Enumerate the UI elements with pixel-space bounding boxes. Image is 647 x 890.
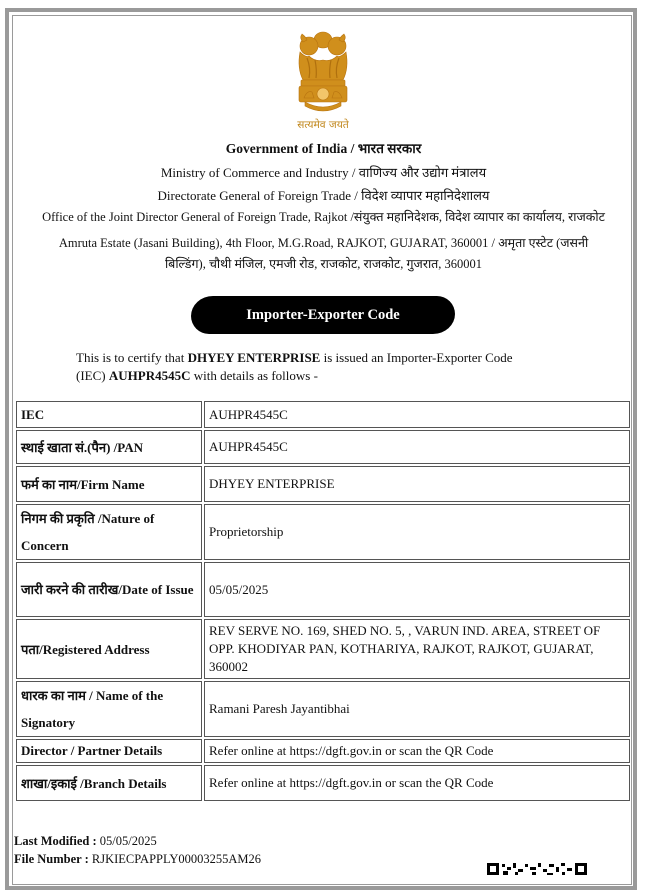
- row-label: स्थाई खाता सं.(पैन) /PAN: [16, 430, 202, 464]
- emblem-motto: सत्यमेव जयते: [297, 119, 349, 131]
- row-label: IEC: [16, 401, 202, 428]
- header-address-line1: Amruta Estate (Jasani Building), 4th Floor, M.G.Road, RAJKOT, GUJARAT, 360001 / अमृता एस्टेट (जसनी: [58, 236, 589, 250]
- row-value: AUHPR4545C: [204, 430, 630, 464]
- row-value: Refer online at https://dgft.gov.in or scan the QR Code: [204, 765, 630, 801]
- table-row: [16, 466, 630, 502]
- certify-suffix: with details as follows -: [190, 368, 318, 383]
- file-number-value: RJKIECPAPPLY00003255AM26: [91, 852, 262, 866]
- header-ministry: Ministry of Commerce and Industry / वाणिज्य और उद्योग मंत्रालय: [160, 165, 487, 180]
- row-value: AUHPR4545C: [204, 401, 630, 428]
- certify-iec-prefix: (IEC): [76, 368, 109, 383]
- document-title: Importer-Exporter Code: [191, 296, 455, 334]
- last-modified-label: Last Modified :: [14, 834, 100, 848]
- row-label: फर्म का नाम/Firm Name: [16, 466, 202, 502]
- header-office: Office of the Joint Director General of Foreign Trade, Rajkot /संयुक्त महानिदेशक, विदेश व्यापार का कार्यालय, राजकोट: [42, 210, 605, 224]
- row-value: DHYEY ENTERPRISE: [204, 466, 630, 502]
- row-label: पता/Registered Address: [16, 619, 202, 679]
- row-value: Refer online at https://dgft.gov.in or scan the QR Code: [204, 739, 630, 763]
- certify-firm: DHYEY ENTERPRISE: [187, 350, 321, 365]
- last-modified: [14, 834, 157, 849]
- header-address: [0, 233, 647, 275]
- table-row: [16, 562, 630, 617]
- row-value: Proprietorship: [204, 504, 630, 560]
- table-row: [16, 681, 630, 737]
- national-emblem-icon: [285, 28, 361, 134]
- row-label: निगम की प्रकृति /Nature of Concern: [16, 504, 202, 560]
- table-row: [16, 430, 630, 464]
- table-row: [16, 619, 630, 679]
- header-address-line2: बिल्डिंग), चौथी मंजिल, एमजी रोड, राजकोट, राजकोट, गुजरात, 360001: [164, 257, 483, 271]
- row-value: 05/05/2025: [204, 562, 630, 617]
- header-government: Government of India / भारत सरकार: [225, 141, 422, 156]
- row-label: धारक का नाम / Name of the Signatory: [16, 681, 202, 737]
- details-table: [14, 399, 632, 803]
- row-value: Ramani Paresh Jayantibhai: [204, 681, 630, 737]
- row-label: Director / Partner Details: [16, 739, 202, 763]
- certification-statement: [76, 349, 596, 385]
- table-row: [16, 504, 630, 560]
- file-number: [14, 852, 261, 867]
- row-label: जारी करने की तारीख/Date of Issue: [16, 562, 202, 617]
- certify-middle: is issued an Importer-Exporter Code: [320, 350, 513, 365]
- row-label: शाखा/इकाई /Branch Details: [16, 765, 202, 801]
- header-dgft: Directorate General of Foreign Trade / विदेश व्यापार महानिदेशालय: [157, 188, 490, 203]
- table-row: [16, 401, 630, 428]
- row-value: REV SERVE NO. 169, SHED NO. 5, , VARUN IND. AREA, STREET OF OPP. KHODIYAR PAN, KOTHARIYA, RAJKOT, RAJKOT, GUJARAT, 360002: [204, 619, 630, 679]
- last-modified-value: 05/05/2025: [99, 834, 157, 848]
- file-number-label: File Number :: [14, 852, 92, 866]
- certify-iec: AUHPR4545C: [108, 368, 191, 383]
- certify-prefix: This is to certify that: [76, 350, 188, 365]
- table-row: [16, 739, 630, 763]
- table-row: [16, 765, 630, 801]
- qr-code-icon: [487, 861, 587, 875]
